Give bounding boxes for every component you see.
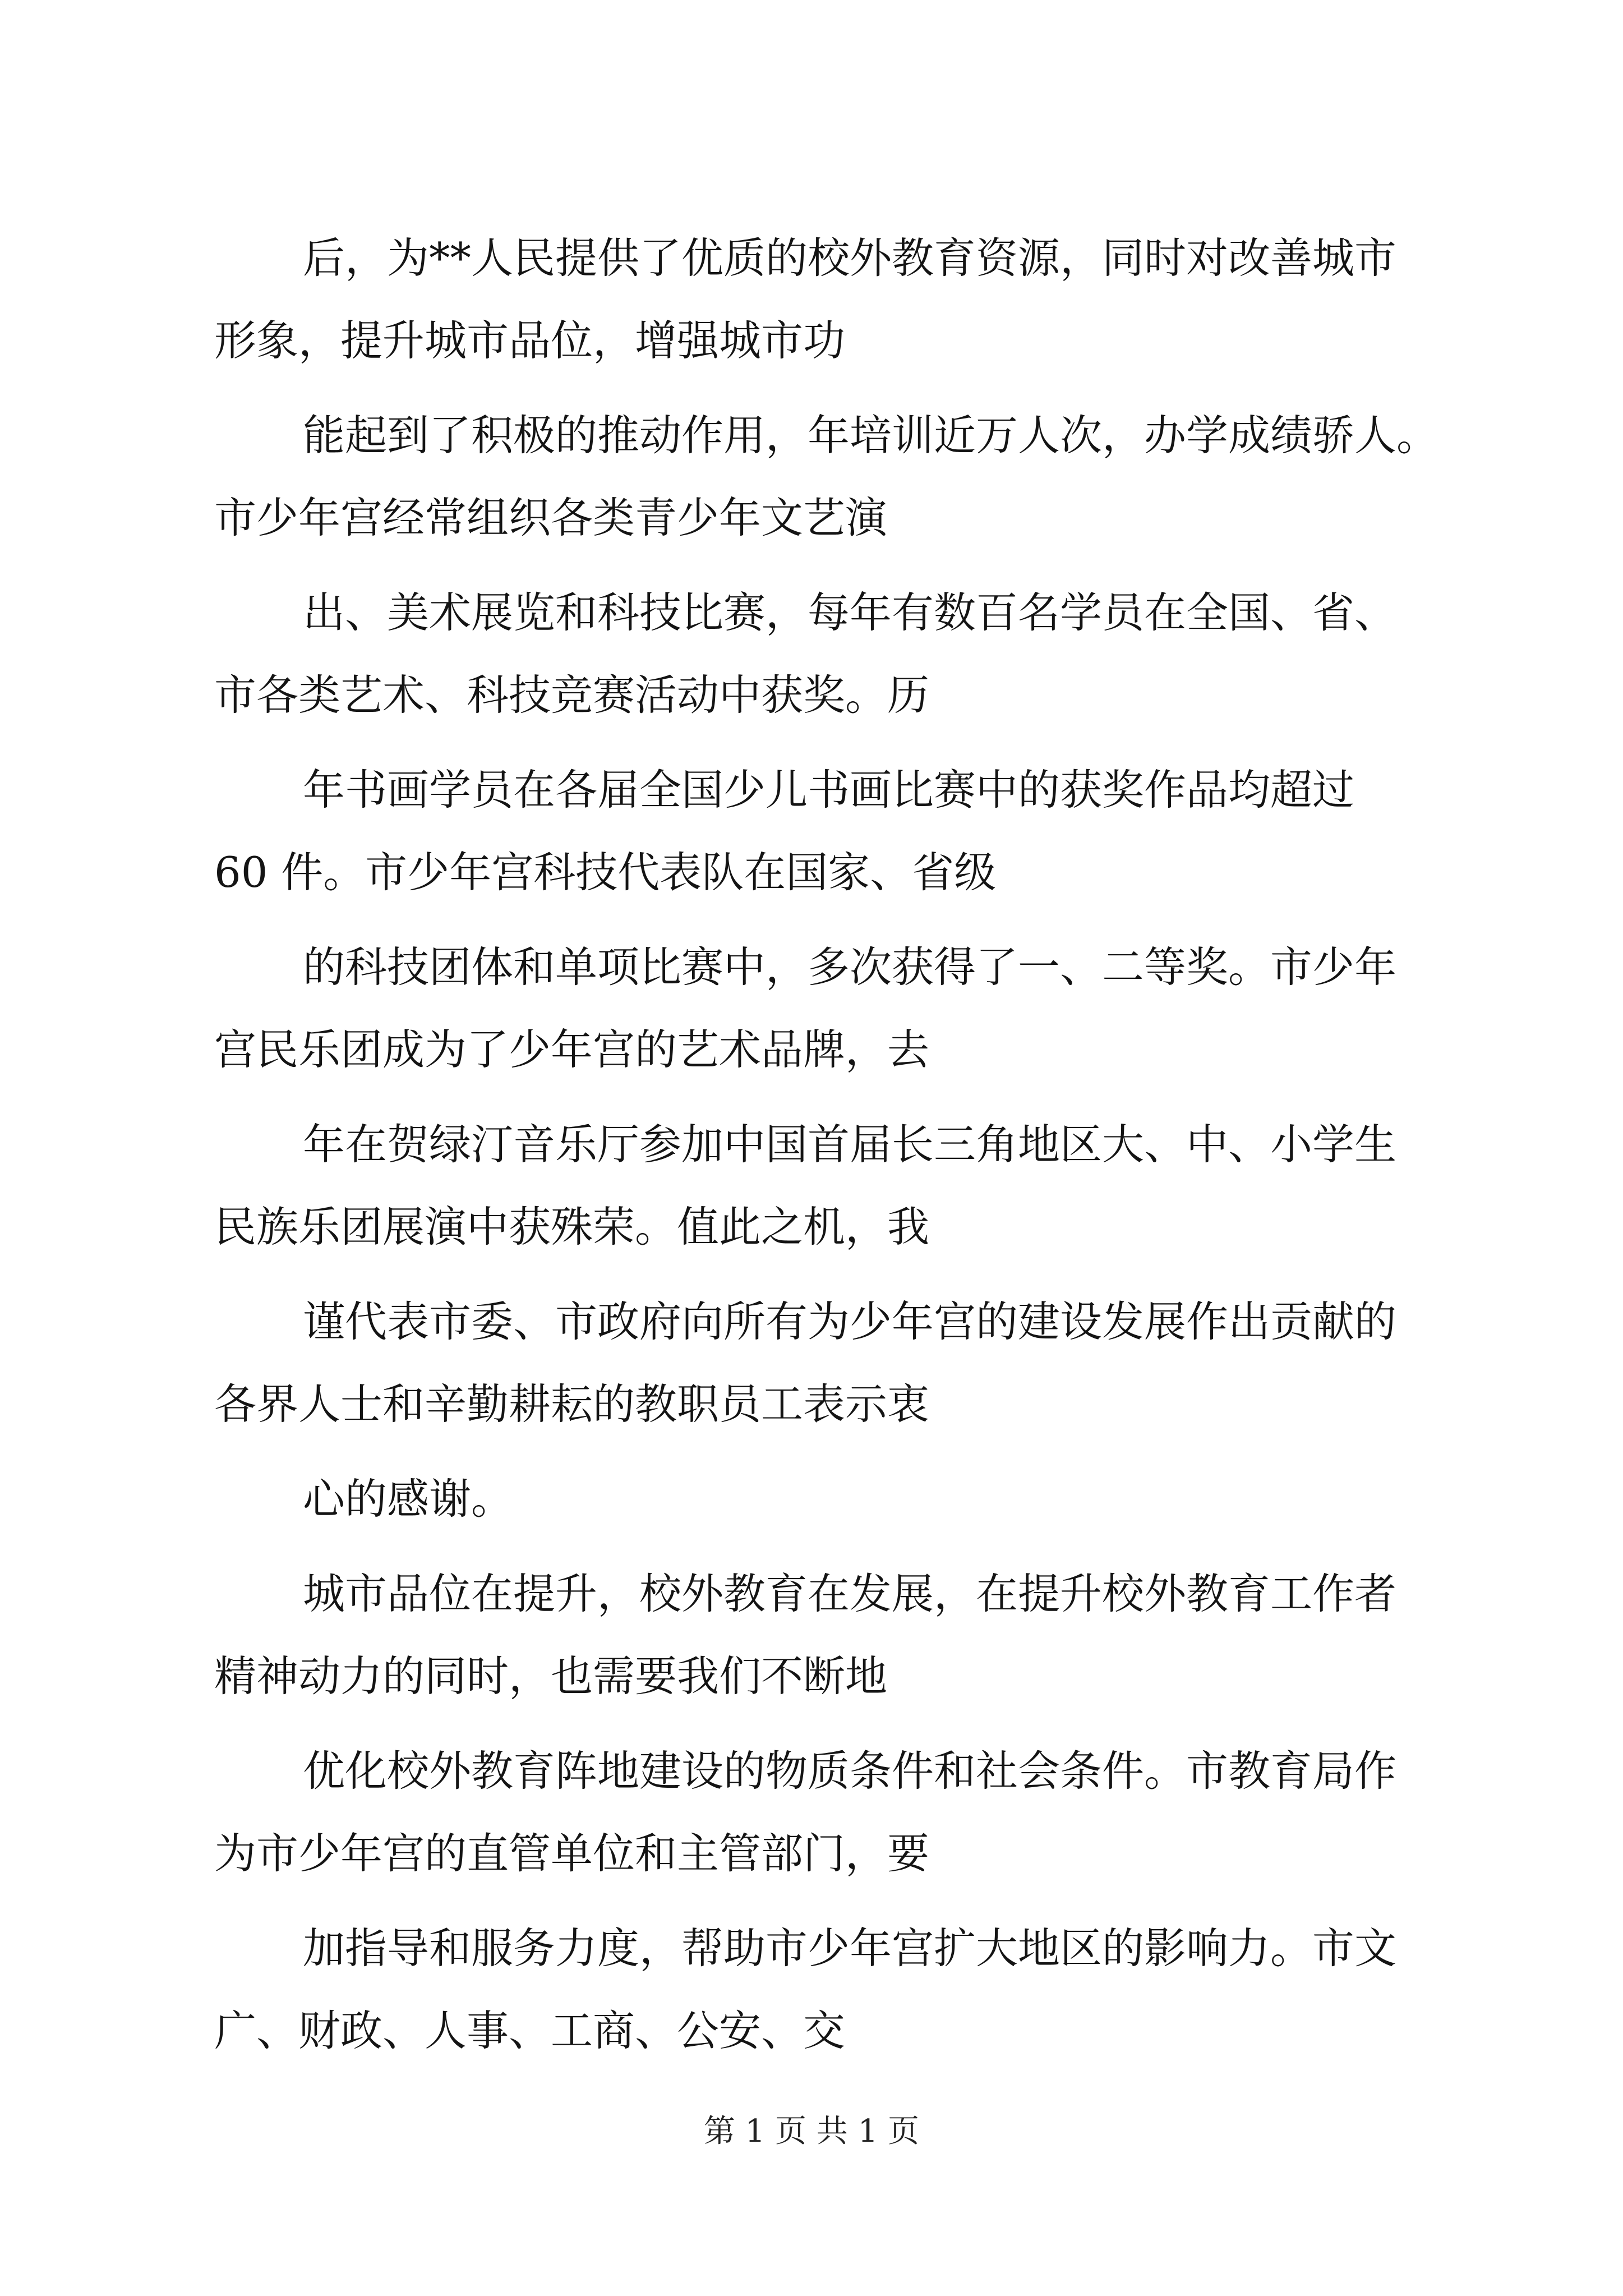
text-line: 出、美术展览和科技比赛，每年有数百名学员在全国、省、 [303, 588, 1397, 637]
text-line: 年在贺绿汀音乐厅参加中国首届长三角地区大、中、小学生 [303, 1120, 1397, 1169]
text-line: 为市少年宫的直管单位和主管部门，要 [214, 1829, 930, 1878]
text-line: 城市品位在提升，校外教育在发展，在提升校外教育工作者 [303, 1569, 1397, 1618]
text-line: 后，为**人民提供了优质的校外教育资源，同时对改善城市 [303, 233, 1397, 283]
text-line: 心的感谢。 [303, 1474, 514, 1524]
text-line: 宫民乐团成为了少年宫的艺术品牌，去 [214, 1025, 930, 1074]
text-line: 的科技团体和单项比赛中，多次获得了一、二等奖。市少年 [303, 942, 1397, 992]
text-line: 民族乐团展演中获殊荣。值此之机，我 [214, 1202, 930, 1251]
text-line: 60 件。市少年宫科技代表队在国家、省级 [214, 848, 997, 897]
text-line: 年书画学员在各届全国少儿书画比赛中的获奖作品均超过 [303, 765, 1355, 815]
text-line: 优化校外教育阵地建设的物质条件和社会条件。市教育局作 [303, 1746, 1397, 1796]
text-line: 能起到了积极的推动作用，年培训近万人次，办学成绩骄人。 [303, 411, 1439, 460]
text-line: 各界人士和辛勤耕耘的教职员工表示衷 [214, 1379, 930, 1429]
text-line: 谨代表市委、市政府向所有为少年宫的建设发展作出贡献的 [303, 1297, 1397, 1346]
text-line: 广、财政、人事、工商、公安、交 [214, 2006, 846, 2055]
text-line: 形象，提升城市品位，增强城市功 [214, 316, 846, 365]
text-line: 精神动力的同时，也需要我们不断地 [214, 1651, 888, 1701]
page-number-footer: 第 1 页 共 1 页 [703, 2113, 920, 2150]
text-line: 市少年宫经常组织各类青少年文艺演 [214, 493, 888, 542]
text-line: 加指导和服务力度，帮助市少年宫扩大地区的影响力。市文 [303, 1924, 1397, 1973]
text-line: 市各类艺术、科技竞赛活动中获奖。历 [214, 670, 930, 720]
